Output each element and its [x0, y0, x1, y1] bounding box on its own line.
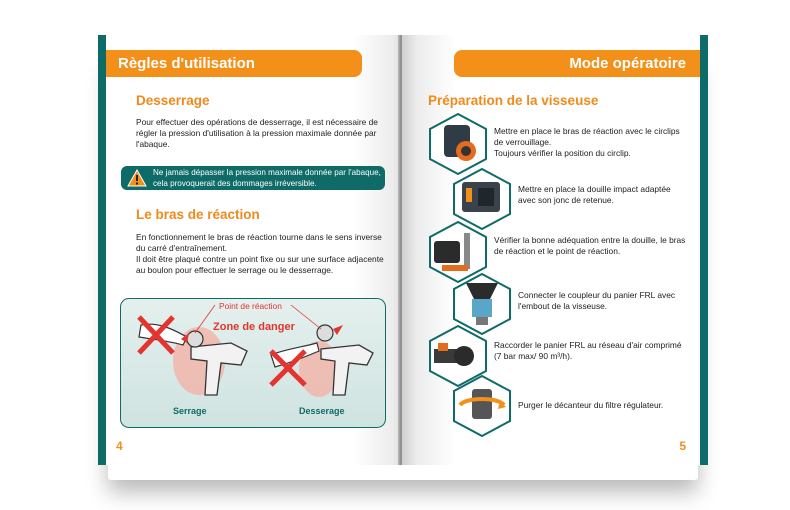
desserrage-heading: Desserrage [136, 93, 210, 108]
step-5-text: Raccorder le panier FRL au réseau d'air comprimé (7 bar max/ 90 m³/h). [494, 340, 682, 361]
preparation-heading: Préparation de la visseuse [428, 93, 599, 108]
step-1-hex-image [428, 113, 488, 175]
step-1-note: Toujours vérifier la position du circlip. [494, 148, 631, 158]
reaction-diagram [120, 298, 386, 428]
step-1-text: Mettre en place le bras de réaction avec le circlips de verrouillage. [494, 126, 680, 147]
right-page-number: 5 [679, 439, 686, 453]
wrench-illustration [121, 299, 385, 427]
right-page [402, 35, 708, 465]
reaction-point-label: Point de réaction [219, 301, 282, 311]
step-6-hex-image [452, 375, 512, 437]
step-3-text: Vérifier la bonne adéquation entre la douille, le bras de réaction et le point de réaction. [494, 235, 686, 256]
serrage-caption: Serrage [173, 406, 207, 416]
left-banner: Règles d'utilisation [106, 50, 362, 77]
desserage-caption: Desserage [299, 406, 345, 416]
left-page-number: 4 [116, 439, 123, 453]
warning-icon [127, 169, 147, 191]
step-6-text: Purger le décanteur du filtre régulateur. [518, 400, 664, 410]
step-4-text: Connecter le coupleur du panier FRL avec l'embout de la visseuse. [518, 290, 676, 311]
reaction-arm-text-2: Il doit être plaqué contre un point fixe ou sur une surface adjacente au boulon pour effectuer le serrage ou le desserrage. [136, 254, 384, 275]
step-2-text: Mettre en place la douille impact adaptée avec son jonc de retenue. [518, 184, 671, 205]
desserrage-text: Pour effectuer des opérations de desserrage, il est nécessaire de régler la pression d'utilisation à la pression maximale donnée par l'abaque. [136, 117, 378, 149]
left-page [98, 35, 408, 465]
warning-text: Ne jamais dépasser la pression maximale donnée par l'abaque, cela provoquerait des dommages irréversible. [153, 168, 381, 188]
reaction-arm-text-1: En fonctionnement le bras de réaction tourne dans le sens inverse du carré d'entraînement. [136, 232, 382, 253]
warning-box [121, 166, 385, 190]
right-banner: Mode opératoire [454, 50, 700, 77]
reaction-arm-heading: Le bras de réaction [136, 207, 260, 222]
danger-zone-label: Zone de danger [213, 321, 295, 333]
